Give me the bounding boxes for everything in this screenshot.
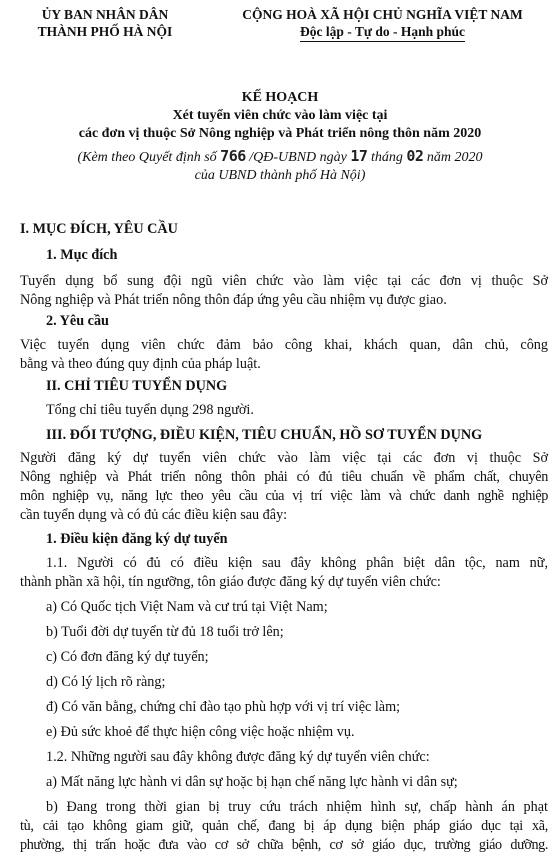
list-item: a) Có Quốc tịch Việt Nam và cư trú tại Việt Nam; [46, 599, 328, 615]
subsection-heading: 1. Mục đích [46, 247, 118, 263]
paragraph-line: Nông nghiệp và Phát triển nông thôn đáp ứng yêu cầu nhiệm vụ được giao. [20, 292, 447, 308]
paragraph-line: Nông nghiệp và Phát triển nông thôn phải có đủ tiêu chuẩn về phẩm chất, chuyên [20, 469, 548, 485]
paragraph-line: bằng và theo đúng quy định của pháp luật. [20, 356, 261, 372]
national-motto: Độc lập - Tự do - Hạnh phúc [300, 23, 465, 42]
document-title: KẾ HOẠCH [241, 90, 319, 105]
national-title: CỘNG HOÀ XÃ HỘI CHỦ NGHĨA VIỆT NAM [242, 7, 523, 22]
list-item: a) Mất năng lực hành vi dân sự hoặc bị hạn chế năng lực hành vi dân sự; [46, 774, 458, 790]
paragraph-line: Người đăng ký dự tuyển viên chức vào làm việc tại các đơn vị thuộc Sở [20, 450, 548, 466]
list-item: b) Đang trong thời gian bị truy cứu trách nhiệm hình sự, chấp hành án phạt [46, 799, 548, 815]
paragraph-line: phường, thị trấn hoặc đưa vào cơ sở chữa bệnh, cơ sở giáo dục, trường giáo dưỡng. [20, 837, 548, 853]
decision-month: 02 [406, 147, 424, 165]
paragraph-line: 1.2. Những người sau đây không được đăng ký dự tuyển viên chức: [46, 749, 430, 765]
decision-day: 17 [350, 147, 368, 165]
subsection-heading: 2. Yêu cầu [46, 313, 109, 329]
paragraph-line: Tuyển dụng bổ sung đội ngũ viên chức vào làm việc tại các đơn vị thuộc Sở [20, 273, 548, 289]
list-item: d) Có lý lịch rõ ràng; [46, 674, 166, 690]
decision-number: 766 [220, 147, 246, 165]
paragraph-line: cần tuyển dụng và có đủ các điều kiện sau đây: [20, 507, 288, 523]
attachment-note-line-1: (Kèm theo Quyết định số 766 /QĐ-UBND ngày 17 tháng 02 năm 2020 [77, 147, 483, 165]
issuing-authority [20, 6, 190, 40]
authority-line-1: ỦY BAN NHÂN DÂN [41, 7, 169, 22]
document-subtitle-1: Xét tuyển viên chức vào làm việc tại [172, 108, 388, 123]
section-heading: II. CHỈ TIÊU TUYỂN DỤNG [46, 378, 228, 394]
list-item: c) Có đơn đăng ký dự tuyển; [46, 649, 209, 665]
national-header [210, 6, 555, 42]
section-heading: III. ĐỐI TƯỢNG, ĐIỀU KIỆN, TIÊU CHUẨN, HỒ SƠ TUYỂN DỤNG [46, 427, 483, 443]
list-item: b) Tuổi đời dự tuyển từ đủ 18 tuổi trở lên; [46, 624, 284, 640]
subsection-heading: 1. Điều kiện đăng ký dự tuyển [46, 531, 228, 547]
paragraph-line: Tổng chỉ tiêu tuyển dụng 298 người. [46, 402, 254, 418]
list-item: đ) Có văn bằng, chứng chỉ đào tạo phù hợp với vị trí việc làm; [46, 699, 401, 715]
paragraph-line: tù, cải tạo không giam giữ, quản chế, đang bị áp dụng biện pháp giáo dục tại xã, [20, 818, 548, 834]
section-heading: I. MỤC ĐÍCH, YÊU CẦU [20, 221, 178, 237]
document-subtitle-2: các đơn vị thuộc Sở Nông nghiệp và Phát triển nông thôn năm 2020 [78, 126, 482, 141]
paragraph-line: 1.1. Người có đủ có điều kiện sau đây không phân biệt dân tộc, nam nữ, [46, 555, 548, 571]
paragraph-line: thành phần xã hội, tín ngưỡng, tôn giáo được đăng ký dự tuyển viên chức: [20, 574, 441, 590]
authority-line-2: THÀNH PHỐ HÀ NỘI [37, 24, 173, 39]
paragraph-line: Việc tuyển dụng viên chức đảm bảo công khai, khách quan, dân chủ, công [20, 337, 548, 353]
list-item: e) Đủ sức khoẻ để thực hiện công việc hoặc nhiệm vụ. [46, 724, 355, 740]
paragraph-line: môn nghiệp vụ, năng lực theo yêu cầu của vị trí việc làm và chức danh nghề nghiệp [20, 488, 548, 504]
attachment-note-line-2: của UBND thành phố Hà Nội) [194, 168, 366, 183]
